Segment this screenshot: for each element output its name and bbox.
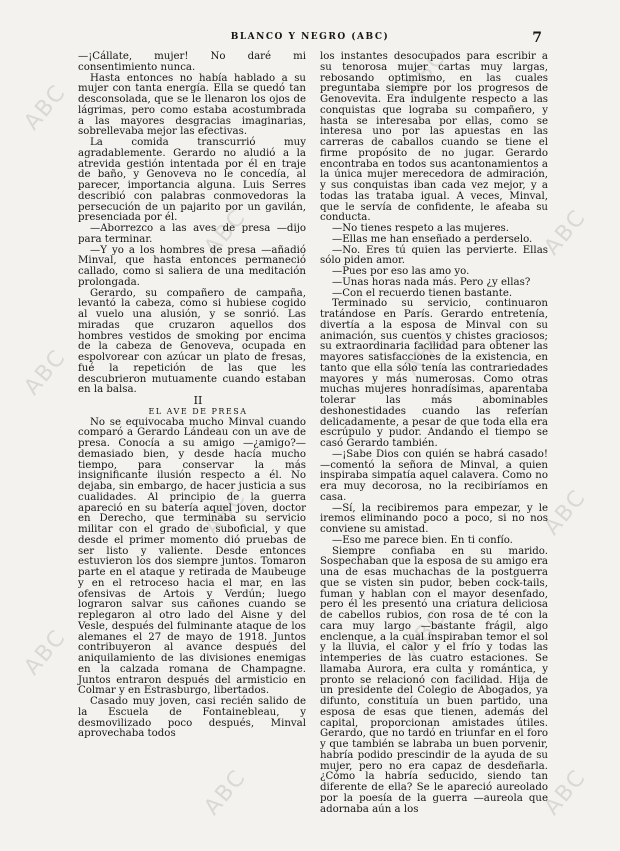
- paragraph: —Y yo a los hombres de presa —añadió Minval, que hasta entonces permaneció callado, como si saliera de una meditación prolongada.: [78, 244, 306, 288]
- page-header: BLANCO Y NEGRO (ABC): [230, 32, 390, 42]
- watermark: ABC: [539, 204, 592, 261]
- paragraph: —No tienes respeto a las mujeres.: [332, 223, 509, 234]
- paragraph: Siempre confiaba en su marido. Sospechaban que la esposa de su amigo era una de esas muchachas de la postguerra que se visten sin pudor, beben cock-tails, fuman y hablan con el mayor desenfado, pero él les presentó una criatura deliciosa de cabellos rubios, con rosa de té con la cara muy largo —bastante frágil, algo enclenque, a la cual inspiraban temor el sol y la lluvia, el calor y el frío y todas las intemperies de las cuatro estaciones. Se llamaba Aurora, era culta y romántica, y pronto se relacionó con facilidad. Hija de un presidente del Colegio de Abogados, ya difunto, constituía un buen partido, una esposa de esas que tienen, además del capital, proporcionan amistades útiles. Gerardo, que no tardó en triunfar en el foro y que también se labraba un buen porvenir, habría podido prescindir de la ayuda de su mujer, pero no era capaz de desdeñarla. ¿Cómo la habría seducido, siendo tan diferente de ella? Se le apareció aureolado por la poesía de la guerra —aureola que adornaba aún a los: [320, 545, 548, 815]
- chapter-number: II: [193, 394, 203, 407]
- watermark: ABC: [19, 624, 72, 681]
- paragraph: La comida transcurrió muy agradablemente. Gerardo no aludió a la atrevida gestión intentada por él en traje de baño, y Genoveva no le concedía, al parecer, importancia alguna. Luis Serres describió con palabras conmovedoras la persecución de un pajarito por un gavilán, presenciada por él.: [78, 137, 306, 224]
- paragraph: —¡Cállate, mujer! No daré mi consentimiento nunca.: [78, 51, 306, 73]
- paragraph: Casado muy joven, casi recién salido de la Escuela de Fontainebleau, y desmovilizado poco después, Minval aprovechaba todos: [78, 696, 306, 740]
- paragraph: Terminado su servicio, continuaron tratándose en París. Gerardo entretenía, divertía a la esposa de Minval con su animación, sus cuentos y chistes graciosos; su extraordinaria facilidad para obtener las mayores satisfacciones de la existencia, en tanto que ella sólo tenía las contrariedades mayores y más numerosas. Como otras muchas mujeres honradísimas, aparentaba tolerar las más abominables deshonestidades cuando las referían delicadamente, a pesar de que toda ella era escrúpulo y pudor. Andando el tiempo se casó Gerardo también.: [320, 298, 548, 449]
- watermark: ABC: [199, 484, 252, 541]
- paragraph: —Eso me parece bien. En ti confío.: [332, 534, 513, 546]
- left-column: [78, 52, 306, 740]
- watermark: ABC: [539, 484, 592, 541]
- chapter-title: EL AVE DE PRESA: [148, 406, 248, 416]
- paragraph: —Pues por eso las amo yo.: [332, 266, 470, 277]
- paragraph: —Aborrezco a las aves de presa —dijo para terminar.: [78, 223, 306, 245]
- paragraph: Gerardo, su compañero de campaña, levantó la cabeza, como si hubiese cogido al vuelo una alusión, y se sonrió. Las miradas que cruzaron aquellos dos hombres vestidos de smoking por encima de la cabeza de Genoveva, ocupada en espolvorear con azúcar un plato de fresas, fué la repetición de las que les descubrieron mutuamente cuando estaban en la balsa.: [78, 287, 306, 396]
- right-column: [320, 52, 548, 815]
- paragraph: —No. Eres tú quien las pervierte. Ellas sólo piden amor.: [320, 244, 548, 267]
- paragraph: —Con el recuerdo tienen bastante.: [332, 287, 513, 299]
- paragraph: No se equivocaba mucho Minval cuando comparó a Gerardo Lándeau con un ave de presa. Conocía a su amigo —¿amigo?— demasiado bien, y desde hacía mucho tiempo, para conservar la más insignificante ilusión respecto a él. No dejaba, sin embargo, de hacer justicia a sus cualidades. Al principio de la guerra apareció en su batería aquel joven, doctor en Derecho, que terminaba su servicio militar con el grado de suboficial, y que desde el primer momento dió pruebas de ser listo y valiente. Desde entonces estuvieron los dos siempre juntos. Tomaron parte en el ataque y retirada de Maubeuge y en el retroceso hacia el mar, en las ofensivas de Artois y Verdún; luego lograron salvar sus cañones cuando se replegaron al otro lado del Aisne y del Vesle, después del fulminante ataque de los alemanes el 27 de mayo de 1918. Juntos contribuyeron al avance después del aniquilamiento de las divisiones enemigas en la calzada romana de Champagne. Juntos entraron después del armisticio en Colmar y en Estrasburgo, libertados.: [78, 416, 306, 697]
- paragraph: —¡Sabe Dios con quién se habrá casado! —comentó la señora de Minval, a quien inspiraba simpatía aquel calavera. Como no era muy decorosa, no la recibiríamos en casa.: [320, 448, 548, 503]
- watermark: ABC: [199, 204, 252, 261]
- paragraph: —Ellas me han enseñado a perderselo.: [332, 233, 533, 245]
- paragraph: —Unas horas nada más. Pero ¿y ellas?: [332, 276, 531, 288]
- watermark: ABC: [19, 344, 72, 401]
- page-number: 7: [532, 30, 542, 46]
- watermark: ABC: [199, 764, 252, 821]
- paragraph: —Sí, la recibiremos para empezar, y le iremos eliminando poco a poco, si no nos conviene su amistad.: [320, 502, 548, 535]
- watermark: ABC: [399, 604, 452, 661]
- watermark: ABC: [399, 44, 452, 101]
- paragraph: los instantes desocupados para escribir a su tenorosa mujer cartas muy largas, rebosando optimismo, en las cuales preguntaba siempre por los progresos de Genovevita. Era indulgente respecto a las conquistas que lograba su compañero, y hasta se interesaba por ellas, como se interesa uno por las apuestas en las carreras de caballos cuando se tiene el firme propósito de no jugar. Gerardo encontraba en todos sus acantonamientos a la única mujer merecedora de admiración, y sus conquistas iban cada vez mejor, y a todas las trataba igual. A veces, Minval, que le servía de confidente, le afeaba su conducta.: [320, 51, 548, 224]
- paragraph: Hasta entonces no había hablado a su mujer con tanta energía. Ella se quedó tan desconsolada, que se le llenaron los ojos de lágrimas, pero como estaba acostumbrada a las mayores desgracias imaginarias, sobrellevaba mejor las efectivas.: [78, 72, 306, 138]
- watermark: ABC: [19, 79, 72, 136]
- watermark: ABC: [399, 324, 452, 381]
- watermark: ABC: [539, 764, 592, 821]
